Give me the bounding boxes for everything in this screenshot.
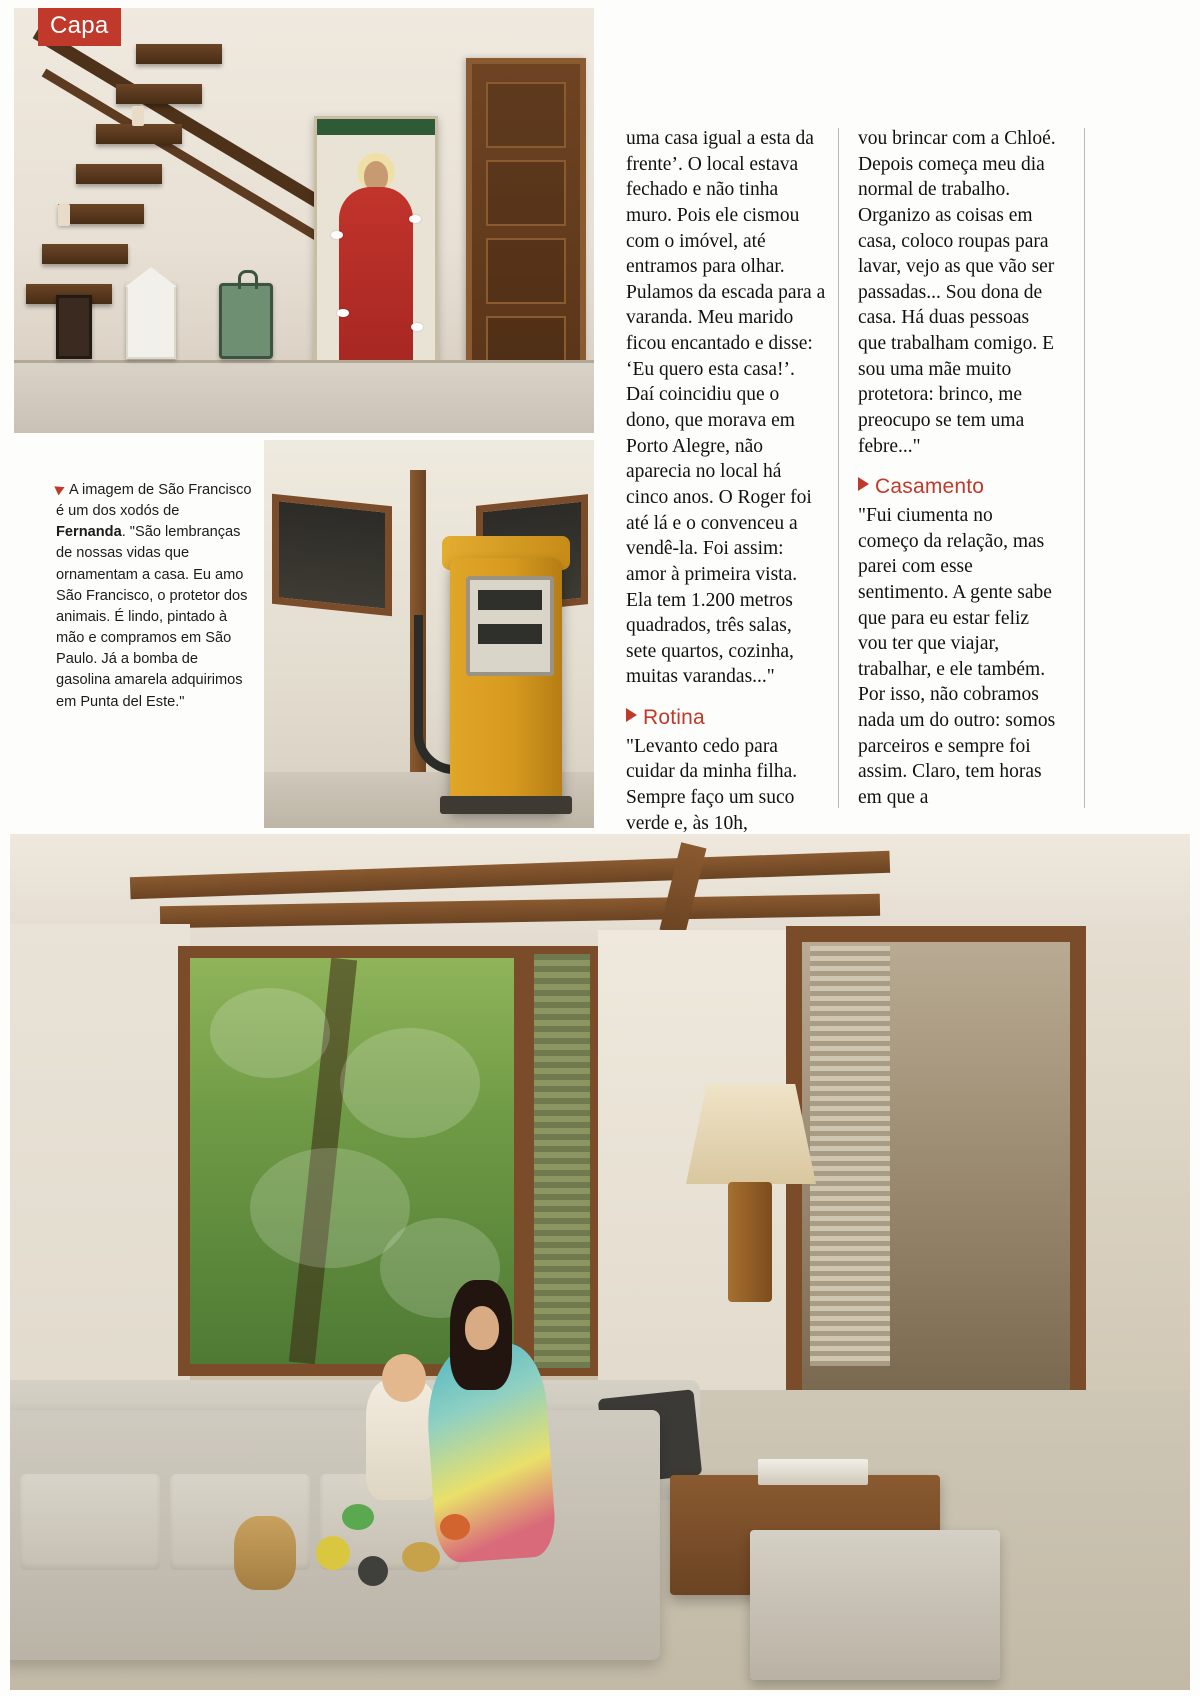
photo-living-room (10, 834, 1190, 1690)
pump-base (440, 796, 572, 814)
column1-body-bottom: "Levanto cedo para cuidar da minha filha. Sempre faço um suco verde e, às 10h, (626, 735, 798, 834)
subhead-rotina-label: Rotina (643, 706, 705, 730)
column1-body-top: uma casa igual a esta da frente’. O local estava fechado e não tinha muro. Pois ele cismou com o imóvel, até entramos para olhar. Pulamos da escada para a varanda. Meu marido ficou encantado e disse: ‘Eu quero esta casa!’. Daí coincidiu que o dono, que morava em Porto Alegre, não aparecia no local há cinco anos. O Roger foi até lá e o convenceu a vendê-la. Foi assim: amor à primeira vista. Ela tem 1.200 metros quadrados, três salas, sete quartos, cozinha, muitas varandas..." (626, 128, 826, 688)
column2-body-bottom: "Fui ciumenta no começo da relação, mas parei com esse sentimento. A gente sabe que para eu estar feliz vou ter que viajar, trabalhar, e ele também. Por isso, não cobramos nada um do outro: somos parceiros e sempre foi assim. Claro, tem horas em que a (858, 504, 1056, 808)
dove-icon (331, 231, 343, 239)
woman-face (465, 1306, 499, 1350)
photo-caption (56, 480, 252, 713)
stair-step (76, 164, 162, 184)
subhead-rotina (626, 704, 826, 732)
toy (342, 1504, 374, 1530)
books-stack (758, 1459, 868, 1485)
column-edge-rule (1084, 128, 1085, 808)
ottoman (750, 1530, 1000, 1680)
corner-window-left (272, 494, 392, 617)
door-panel (486, 238, 566, 304)
wooden-door (466, 58, 586, 388)
dark-lantern (56, 295, 92, 359)
door-panel (486, 82, 566, 148)
saint-francis-painting (314, 116, 438, 394)
child-head (382, 1354, 426, 1402)
caption-highlight-name: Fernanda (56, 524, 122, 541)
floor (14, 363, 594, 433)
subhead-casamento (858, 473, 1058, 501)
foliage (340, 1028, 480, 1138)
caption-text-part1: A imagem de São Francisco é um dos xodós de (56, 482, 252, 520)
photo-staircase-room (14, 8, 594, 433)
foliage (210, 988, 330, 1078)
stair-step (96, 124, 182, 144)
triangle-bullet-icon (626, 708, 637, 722)
candle (58, 204, 70, 226)
stair-step (136, 44, 222, 64)
stair-step (42, 244, 128, 264)
window-blinds (810, 946, 890, 1366)
section-tag: Capa (38, 8, 121, 46)
toy (316, 1536, 350, 1570)
column-divider-rule (838, 128, 839, 808)
dove-icon (411, 323, 423, 331)
stair-step (116, 84, 202, 104)
candle (132, 106, 144, 126)
painting-top-band (317, 119, 435, 135)
white-lantern (126, 283, 176, 359)
toy (402, 1542, 440, 1572)
subhead-casamento-label: Casamento (875, 475, 985, 499)
lamp-shade (686, 1084, 816, 1184)
toy (440, 1514, 470, 1540)
text-column-1 (626, 126, 826, 836)
toy (358, 1556, 388, 1586)
window-shutter (526, 946, 598, 1376)
green-lantern (219, 283, 273, 359)
column2-body-top: vou brincar com a Chloé. Depois começa meu dia normal de trabalho. Organizo as coisas em casa, coloco roupas para lavar, vejo as que vão ser passadas... Sou dona de casa. Há duas pessoas que trabalham comigo. E sou uma mãe muito protetora: brinco, me preocupo se tem uma febre..." (858, 128, 1056, 457)
photo-gas-pump (264, 440, 594, 828)
teddy-bear-toy (234, 1516, 296, 1590)
lamp-base (728, 1182, 772, 1302)
pump-display-top (478, 590, 542, 610)
pump-display-bottom (478, 624, 542, 644)
dove-icon (337, 309, 349, 317)
triangle-bullet-icon (858, 477, 869, 491)
triangle-bullet-icon (54, 483, 66, 496)
caption-text-part2: . "São lembranças de nossas vidas que ornamentam a casa. Eu amo São Francisco, o protetor dos animais. É lindo, pintado à mão e compramos em São Paulo. Já a bomba de gasolina amarela adquirimos em Punta del Este." (56, 524, 248, 710)
painting-robe (339, 187, 413, 367)
text-column-2 (858, 126, 1058, 811)
pump-gauge-face (466, 576, 554, 676)
dove-icon (409, 215, 421, 223)
sofa-cushion (20, 1474, 160, 1570)
door-panel (486, 160, 566, 226)
stair-step (58, 204, 144, 224)
